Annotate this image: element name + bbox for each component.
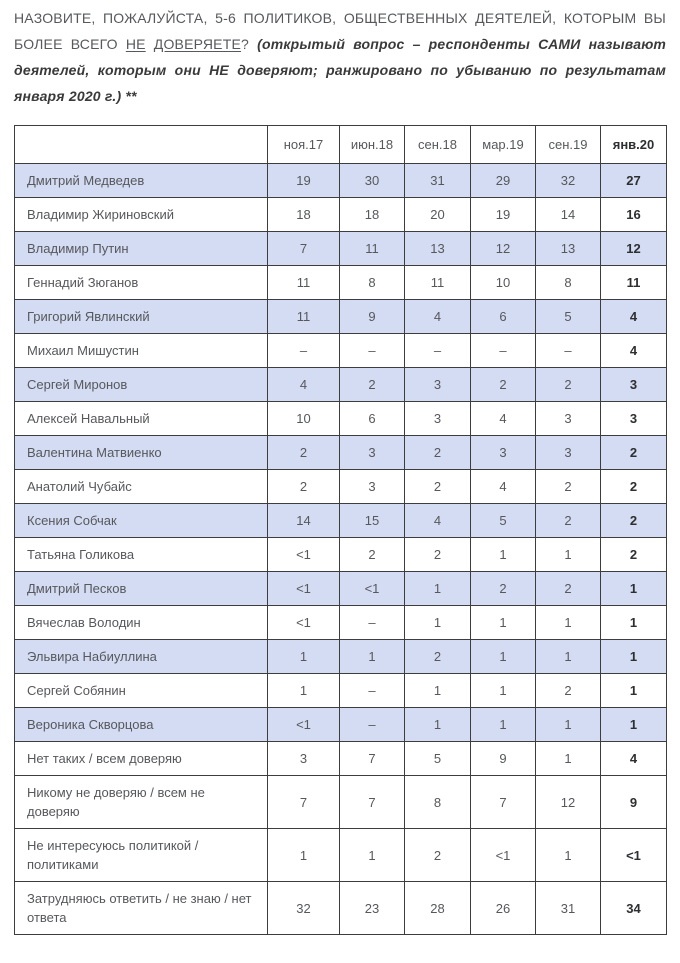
value-cell: 5 bbox=[405, 742, 471, 776]
date-column-header: ноя.17 bbox=[268, 126, 340, 164]
value-cell: 4 bbox=[405, 504, 471, 538]
date-column-header: сен.18 bbox=[405, 126, 471, 164]
row-label: Сергей Миронов bbox=[15, 368, 268, 402]
table-row bbox=[15, 640, 667, 674]
value-cell: 3 bbox=[405, 368, 471, 402]
value-cell: 2 bbox=[601, 436, 667, 470]
value-cell: 8 bbox=[405, 776, 471, 829]
value-cell: <1 bbox=[268, 538, 340, 572]
value-cell: 1 bbox=[405, 708, 471, 742]
date-column-header: июн.18 bbox=[340, 126, 405, 164]
value-cell: 14 bbox=[536, 198, 601, 232]
value-cell: 7 bbox=[471, 776, 536, 829]
value-cell: 2 bbox=[536, 572, 601, 606]
row-label: Сергей Собянин bbox=[15, 674, 268, 708]
row-label: Ксения Собчак bbox=[15, 504, 268, 538]
row-label: Вероника Скворцова bbox=[15, 708, 268, 742]
question-underlined-word-ne: НЕ bbox=[125, 36, 146, 52]
value-cell: 19 bbox=[268, 164, 340, 198]
value-cell: 13 bbox=[536, 232, 601, 266]
question-mark: ? bbox=[241, 36, 249, 52]
question-lead-text: НАЗОВИТЕ, ПОЖАЛУЙСТА, 5-6 ПОЛИТИКОВ, ОБЩЕСТВЕННЫХ ДЕЯТЕЛЕЙ, КОТОРЫМ ВЫ БОЛЕЕ ВСЕГО bbox=[14, 10, 666, 52]
table-header-row bbox=[15, 126, 667, 164]
value-cell: 10 bbox=[471, 266, 536, 300]
row-label: Валентина Матвиенко bbox=[15, 436, 268, 470]
value-cell: <1 bbox=[268, 572, 340, 606]
row-label: Татьяна Голикова bbox=[15, 538, 268, 572]
value-cell: 4 bbox=[405, 300, 471, 334]
value-cell: 3 bbox=[405, 402, 471, 436]
table-row bbox=[15, 504, 667, 538]
value-cell: 11 bbox=[268, 266, 340, 300]
value-cell: 3 bbox=[340, 436, 405, 470]
value-cell: 3 bbox=[536, 402, 601, 436]
table-row bbox=[15, 742, 667, 776]
table-row bbox=[15, 538, 667, 572]
value-cell: 7 bbox=[340, 742, 405, 776]
value-cell: 2 bbox=[405, 470, 471, 504]
value-cell: 7 bbox=[268, 232, 340, 266]
row-label: Вячеслав Володин bbox=[15, 606, 268, 640]
value-cell: – bbox=[340, 606, 405, 640]
row-label: Владимир Жириновский bbox=[15, 198, 268, 232]
value-cell: 3 bbox=[471, 436, 536, 470]
value-cell: 1 bbox=[268, 829, 340, 882]
value-cell: 32 bbox=[536, 164, 601, 198]
value-cell: 2 bbox=[405, 538, 471, 572]
value-cell: 8 bbox=[536, 266, 601, 300]
value-cell: 18 bbox=[340, 198, 405, 232]
table-row bbox=[15, 266, 667, 300]
row-label: Никому не доверяю / всем не доверяю bbox=[15, 776, 268, 829]
table-row bbox=[15, 572, 667, 606]
table-row bbox=[15, 674, 667, 708]
value-cell: 1 bbox=[536, 742, 601, 776]
value-cell: <1 bbox=[268, 606, 340, 640]
table-row bbox=[15, 300, 667, 334]
value-cell: 2 bbox=[340, 368, 405, 402]
value-cell: 1 bbox=[405, 674, 471, 708]
value-cell: 1 bbox=[601, 572, 667, 606]
value-cell: 12 bbox=[471, 232, 536, 266]
row-label: Григорий Явлинский bbox=[15, 300, 268, 334]
row-label: Дмитрий Песков bbox=[15, 572, 268, 606]
value-cell: 1 bbox=[405, 572, 471, 606]
table-row bbox=[15, 829, 667, 882]
table-body bbox=[15, 164, 667, 935]
value-cell: 9 bbox=[471, 742, 536, 776]
value-cell: 29 bbox=[471, 164, 536, 198]
survey-question bbox=[14, 5, 666, 109]
value-cell: 1 bbox=[536, 538, 601, 572]
value-cell: 2 bbox=[601, 538, 667, 572]
table-row bbox=[15, 708, 667, 742]
value-cell: 1 bbox=[340, 640, 405, 674]
value-cell: 3 bbox=[536, 436, 601, 470]
value-cell: – bbox=[340, 334, 405, 368]
table-row bbox=[15, 606, 667, 640]
value-cell: 5 bbox=[471, 504, 536, 538]
value-cell: 12 bbox=[536, 776, 601, 829]
value-cell: 26 bbox=[471, 882, 536, 935]
value-cell: 2 bbox=[536, 470, 601, 504]
row-label: Михаил Мишустин bbox=[15, 334, 268, 368]
row-label: Не интересуюсь политикой / политиками bbox=[15, 829, 268, 882]
value-cell: 2 bbox=[471, 572, 536, 606]
value-cell: 14 bbox=[268, 504, 340, 538]
value-cell: 4 bbox=[471, 402, 536, 436]
table-row bbox=[15, 776, 667, 829]
value-cell: – bbox=[405, 334, 471, 368]
value-cell: 2 bbox=[405, 436, 471, 470]
row-label: Геннадий Зюганов bbox=[15, 266, 268, 300]
value-cell: 10 bbox=[268, 402, 340, 436]
value-cell: 2 bbox=[405, 829, 471, 882]
date-column-header: сен.19 bbox=[536, 126, 601, 164]
value-cell: 6 bbox=[471, 300, 536, 334]
value-cell: 2 bbox=[471, 368, 536, 402]
value-cell: 3 bbox=[268, 742, 340, 776]
value-cell: 2 bbox=[268, 470, 340, 504]
table-row bbox=[15, 402, 667, 436]
value-cell: – bbox=[536, 334, 601, 368]
value-cell: 1 bbox=[536, 708, 601, 742]
value-cell: 2 bbox=[405, 640, 471, 674]
value-cell: 19 bbox=[471, 198, 536, 232]
value-cell: 5 bbox=[536, 300, 601, 334]
value-cell: <1 bbox=[471, 829, 536, 882]
value-cell: – bbox=[340, 708, 405, 742]
value-cell: 13 bbox=[405, 232, 471, 266]
value-cell: 1 bbox=[536, 640, 601, 674]
value-cell: 28 bbox=[405, 882, 471, 935]
value-cell: 1 bbox=[536, 829, 601, 882]
value-cell: 1 bbox=[601, 708, 667, 742]
value-cell: 11 bbox=[268, 300, 340, 334]
value-cell: <1 bbox=[268, 708, 340, 742]
empty-corner-cell bbox=[15, 126, 268, 164]
value-cell: 4 bbox=[601, 300, 667, 334]
value-cell: 3 bbox=[340, 470, 405, 504]
value-cell: 31 bbox=[405, 164, 471, 198]
value-cell: – bbox=[471, 334, 536, 368]
value-cell: 1 bbox=[405, 606, 471, 640]
value-cell: 23 bbox=[340, 882, 405, 935]
value-cell: – bbox=[268, 334, 340, 368]
value-cell: 1 bbox=[601, 674, 667, 708]
value-cell: 9 bbox=[340, 300, 405, 334]
value-cell: 1 bbox=[268, 674, 340, 708]
value-cell: 1 bbox=[601, 606, 667, 640]
value-cell: 20 bbox=[405, 198, 471, 232]
value-cell: 11 bbox=[340, 232, 405, 266]
table-row bbox=[15, 164, 667, 198]
table-row bbox=[15, 436, 667, 470]
value-cell: <1 bbox=[601, 829, 667, 882]
value-cell: 2 bbox=[601, 470, 667, 504]
value-cell: 2 bbox=[268, 436, 340, 470]
table-row bbox=[15, 882, 667, 935]
value-cell: 4 bbox=[601, 334, 667, 368]
value-cell: 34 bbox=[601, 882, 667, 935]
row-label: Владимир Путин bbox=[15, 232, 268, 266]
value-cell: 1 bbox=[536, 606, 601, 640]
value-cell: 7 bbox=[268, 776, 340, 829]
value-cell: 1 bbox=[471, 606, 536, 640]
value-cell: 11 bbox=[405, 266, 471, 300]
value-cell: 1 bbox=[471, 640, 536, 674]
table-row bbox=[15, 198, 667, 232]
question-underlined-word-doveryaete: ДОВЕРЯЕТЕ bbox=[153, 36, 241, 52]
value-cell: 11 bbox=[601, 266, 667, 300]
value-cell: 4 bbox=[471, 470, 536, 504]
row-label: Анатолий Чубайс bbox=[15, 470, 268, 504]
row-label: Затрудняюсь ответить / не знаю / нет ответа bbox=[15, 882, 268, 935]
value-cell: 15 bbox=[340, 504, 405, 538]
value-cell: 2 bbox=[536, 368, 601, 402]
distrust-ratings-table bbox=[14, 125, 667, 935]
value-cell: 2 bbox=[536, 674, 601, 708]
date-column-header: мар.19 bbox=[471, 126, 536, 164]
value-cell: 2 bbox=[536, 504, 601, 538]
value-cell: 32 bbox=[268, 882, 340, 935]
value-cell: <1 bbox=[340, 572, 405, 606]
row-label: Дмитрий Медведев bbox=[15, 164, 268, 198]
value-cell: 1 bbox=[268, 640, 340, 674]
value-cell: 16 bbox=[601, 198, 667, 232]
value-cell: 9 bbox=[601, 776, 667, 829]
value-cell: 3 bbox=[601, 402, 667, 436]
value-cell: 4 bbox=[268, 368, 340, 402]
value-cell: 31 bbox=[536, 882, 601, 935]
value-cell: 1 bbox=[601, 640, 667, 674]
value-cell: 30 bbox=[340, 164, 405, 198]
table-row bbox=[15, 232, 667, 266]
value-cell: 1 bbox=[471, 674, 536, 708]
row-label: Эльвира Набиуллина bbox=[15, 640, 268, 674]
value-cell: 2 bbox=[601, 504, 667, 538]
value-cell: 1 bbox=[471, 538, 536, 572]
question-note-text: (открытый вопрос – респонденты САМИ называют деятелей, которым они НЕ доверяют; ранжировано по убыванию по результатам января 2020 г.) ** bbox=[14, 36, 666, 104]
row-label: Нет таких / всем доверяю bbox=[15, 742, 268, 776]
value-cell: 7 bbox=[340, 776, 405, 829]
row-label: Алексей Навальный bbox=[15, 402, 268, 436]
date-column-header: янв.20 bbox=[601, 126, 667, 164]
value-cell: 12 bbox=[601, 232, 667, 266]
table-row bbox=[15, 334, 667, 368]
value-cell: 8 bbox=[340, 266, 405, 300]
value-cell: 18 bbox=[268, 198, 340, 232]
value-cell: 6 bbox=[340, 402, 405, 436]
value-cell: 3 bbox=[601, 368, 667, 402]
value-cell: – bbox=[340, 674, 405, 708]
value-cell: 27 bbox=[601, 164, 667, 198]
value-cell: 4 bbox=[601, 742, 667, 776]
table-row bbox=[15, 470, 667, 504]
table-row bbox=[15, 368, 667, 402]
value-cell: 1 bbox=[340, 829, 405, 882]
value-cell: 1 bbox=[471, 708, 536, 742]
value-cell: 2 bbox=[340, 538, 405, 572]
